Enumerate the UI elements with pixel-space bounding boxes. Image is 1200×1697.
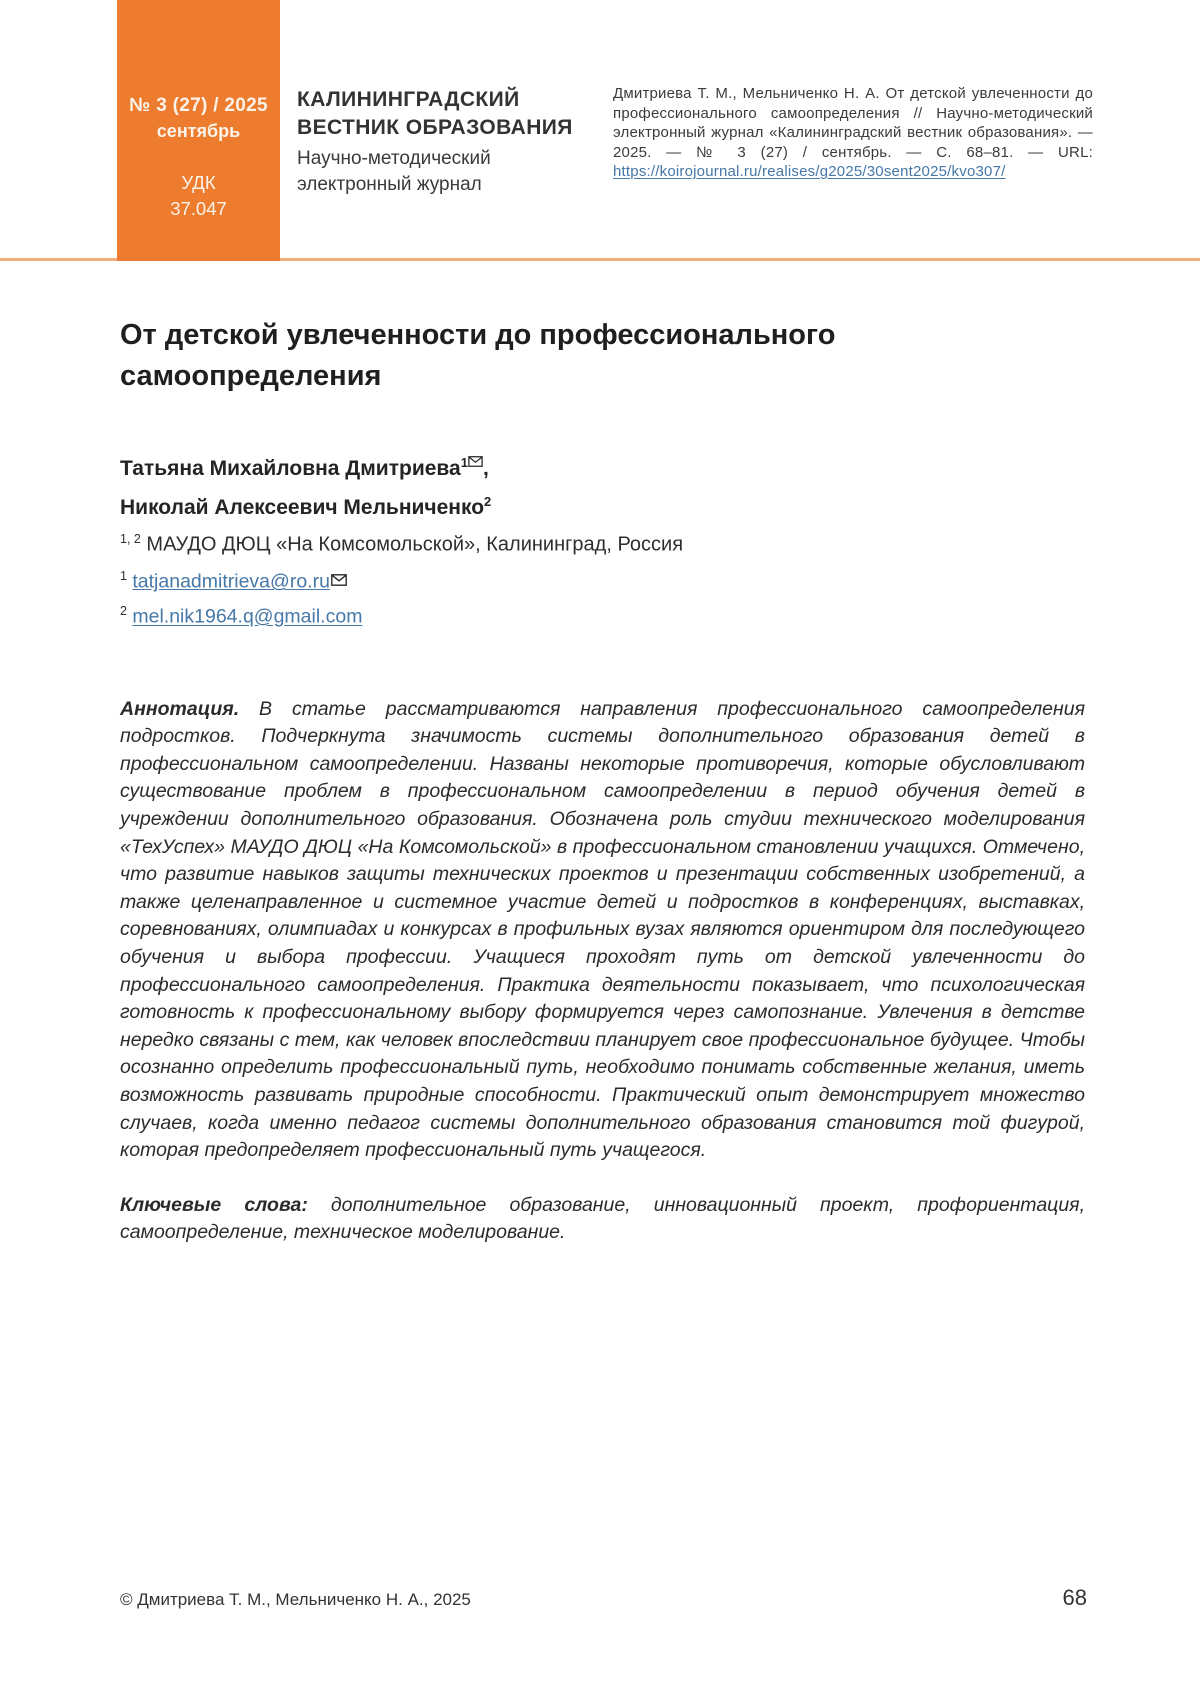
email-line-1 xyxy=(120,561,1085,597)
copyright-line: © Дмитриева Т. М., Мельниченко Н. А., 2025 xyxy=(120,1590,471,1609)
article-title: От детской увлеченности до профессионального самоопределения xyxy=(120,319,836,392)
email-2-link[interactable]: mel.nik1964.q@gmail.com xyxy=(132,605,363,628)
author-2 xyxy=(120,485,1085,524)
citation-text: Дмитриева Т. М., Мельниченко Н. А. От детской увлеченности до профессионального самоопределения // Научно-методический электронный журнал «Калининградский вестник образования». — 2025. — № 3 (27) / сентябрь. — С. 68–81. — URL: xyxy=(613,85,1093,161)
affiliation-sup: 1, 2 xyxy=(120,532,141,546)
author-1-sup: 1 xyxy=(460,455,468,470)
page-footer xyxy=(120,1585,1087,1611)
issue-month: сентябрь xyxy=(156,121,241,141)
journal-subtitle-line2: электронный журнал xyxy=(297,174,482,195)
article xyxy=(120,261,1085,1247)
udk-value: 37.047 xyxy=(170,198,227,219)
keywords-label: Ключевые слова: xyxy=(120,1193,308,1216)
journal-identity xyxy=(297,86,573,198)
masthead xyxy=(0,0,1200,258)
affiliation-text: МАУДО ДЮЦ «На Комсомольской», Калининград, Россия xyxy=(146,533,684,556)
citation-url-link[interactable]: https://koirojournal.ru/realises/g2025/30sent2025/kvo307/ xyxy=(613,163,1006,180)
envelope-icon xyxy=(468,456,483,467)
journal-title-line2: ВЕСТНИК ОБРАЗОВАНИЯ xyxy=(297,116,573,139)
email-2-sup: 2 xyxy=(120,604,127,619)
affiliation-line xyxy=(120,524,1085,561)
udk-label: УДК xyxy=(181,172,216,193)
author-1 xyxy=(120,446,1085,485)
author-2-sup: 2 xyxy=(484,494,492,509)
abstract xyxy=(120,696,1085,1165)
journal-title-line1: КАЛИНИНГРАДСКИЙ xyxy=(297,88,520,111)
journal-subtitle-line1: Научно-методический xyxy=(297,148,491,169)
page-number: 68 xyxy=(1062,1585,1087,1610)
email-1-link[interactable]: tatjanadmitrieva@ro.ru xyxy=(132,570,330,593)
author-2-name: Николай Алексеевич Мельниченко xyxy=(120,496,485,519)
abstract-label: Аннотация. xyxy=(120,697,240,720)
author-1-name: Татьяна Михайловна Дмитриева xyxy=(120,457,461,480)
authors-block xyxy=(120,446,1085,632)
issue-number: № 3 (27) / 2025 xyxy=(129,95,268,116)
citation xyxy=(613,84,1093,182)
email-line-2 xyxy=(120,596,1085,632)
abstract-text: В статье рассматриваются направления профессионального самоопределения подростков. Подчеркнута значимость системы дополнительного образования детей в профессиональном самоопределении. Названы некоторые противоречия, которые обусловливают существование проблем в профессиональном самоопределении в период обучения детей в учреждении дополнительного образования. Обозначена роль студии технического моделирования «ТехУспех» МАУДО ДЮЦ «На Комсомольской» в профессиональном становлении учащихся. Отмечено, что развитие навыков защиты технических проектов и презентации собственных изобретений, а также целенаправленное и системное участие детей и подростков в конференциях, выставках, соревнованиях, олимпиадах и конкурсах в профильных вузах являются ориентиром для последующего обучения и выбора профессии. Учащиеся проходят путь от детской увлеченности до профессионального самоопределения. Практика деятельности показывает, что психологическая готовность к профессиональному выбору формируется через самопознание. Увлечения в детстве нередко связаны с тем, как человек впоследствии планирует свое профессиональное будущее. Чтобы осознанно определить профессиональный путь, необходимо понимать собственные желания, иметь возможность развивать природные способности. Практический опыт демонстрирует множество случаев, когда именно педагог системы дополнительного образования становится той фигурой, которая предопределяет профессиональный путь учащегося. xyxy=(120,697,1085,1162)
issue-box xyxy=(117,0,280,261)
envelope-icon xyxy=(331,574,347,586)
keywords-text: дополнительное образование, инновационный проект, профориентация, самоопределение, техническое моделирование. xyxy=(120,1193,1085,1244)
author-1-comma: , xyxy=(482,457,489,480)
keywords xyxy=(120,1192,1085,1247)
email-1-sup: 1 xyxy=(120,568,127,583)
